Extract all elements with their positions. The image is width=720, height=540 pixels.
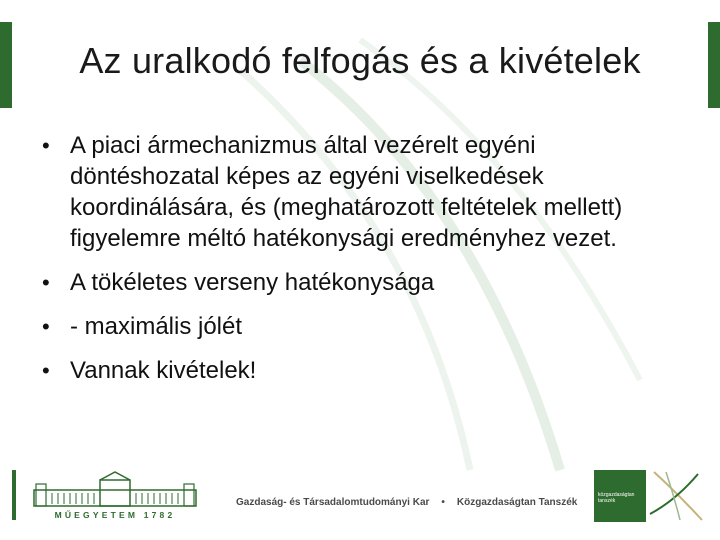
- footer-separator: •: [441, 497, 445, 508]
- left-accent-bar: [0, 22, 12, 108]
- department-logo-label-line2: tanszék: [598, 498, 616, 504]
- department-logo-box: [594, 470, 646, 522]
- bullet-dot: •: [42, 358, 50, 383]
- bullet-text: - maximális jólét: [70, 313, 243, 340]
- bullet-item: [36, 311, 686, 342]
- bullet-item: [36, 130, 686, 254]
- bullet-text: Vannak kivételek!: [70, 357, 257, 384]
- bullet-dot: •: [42, 270, 50, 295]
- bullet-dot: •: [42, 133, 50, 158]
- department-logo: [594, 470, 709, 522]
- bullet-dot: •: [42, 314, 50, 339]
- bme-logo-text: MŰEGYETEM 1782: [54, 510, 176, 520]
- bme-building-logo: [30, 468, 200, 522]
- bullet-item: [36, 267, 686, 298]
- bullet-text: A piaci ármechanizmus által vezérelt egyéni döntéshozatal képes az egyéni viselkedések koordinálására, és (meghatározott feltételek mellett) figyelemre méltó hatékonysági eredményhez vezet.: [70, 132, 623, 252]
- bullet-item: [36, 355, 686, 386]
- footer-text: [236, 497, 577, 508]
- bullet-list: [36, 130, 686, 399]
- department-logo-label-line1: közgazdaságtan: [598, 492, 635, 498]
- department-name: Közgazdaságtan Tanszék: [456, 497, 578, 508]
- department-emblem-icon: [646, 470, 709, 522]
- right-accent-bar: [708, 22, 720, 108]
- bullet-text: A tökéletes verseny hatékonysága: [70, 269, 435, 296]
- slide-title: Az uralkodó felfogás és a kivételek: [79, 40, 641, 81]
- footer-accent-bar: [12, 470, 16, 520]
- faculty-name: Gazdaság- és Társadalomtudományi Kar: [236, 497, 430, 508]
- department-logo-label: [598, 492, 634, 504]
